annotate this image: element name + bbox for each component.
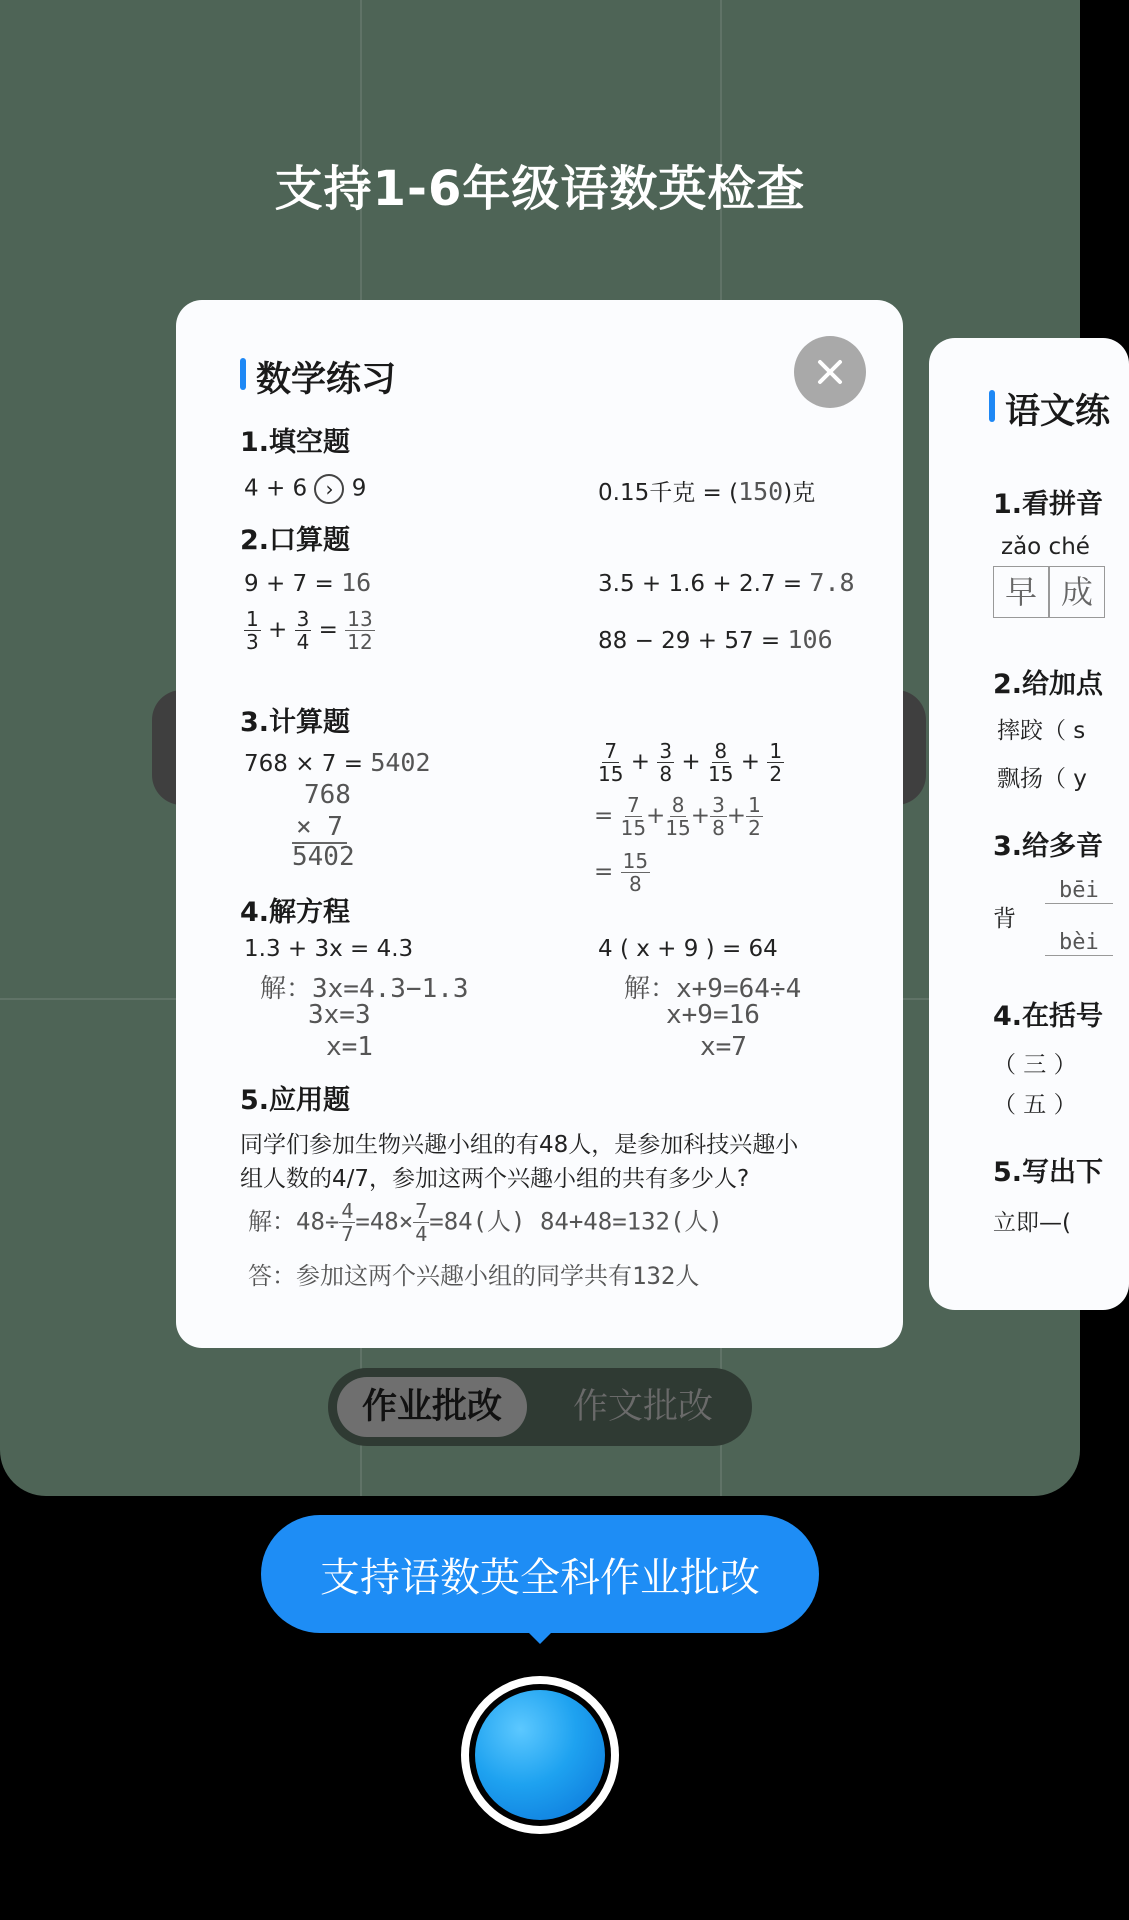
handwritten-work: 解：x+9=64÷4 bbox=[624, 974, 802, 1004]
problem-line: $\frac{7}{15}$ + $\frac{3}{8}$ + $\frac{8}{15}$ + $\frac{1}{2}$ bbox=[598, 739, 783, 786]
handwritten-answer: 16 bbox=[341, 568, 372, 597]
problem-line: 3.5 + 1.6 + 2.7 = 7.8 bbox=[598, 568, 855, 597]
handwritten-answer: 5402 bbox=[370, 748, 431, 777]
handwritten-work: 解：3x=4.3−1.3 bbox=[260, 974, 469, 1004]
problem-line: 组人数的4/7，参加这两个兴趣小组的共有多少人? bbox=[240, 1166, 750, 1192]
problem-line: 0.15千克 = (150)克 bbox=[598, 477, 816, 506]
section-heading: 1.看拼音 bbox=[993, 489, 1104, 520]
tooltip-bubble: 支持语数英全科作业批改 bbox=[261, 1515, 819, 1633]
problem-line: 768 × 7 = 5402 bbox=[244, 748, 431, 777]
section-heading: 2.口算题 bbox=[240, 525, 351, 556]
shutter-button[interactable] bbox=[461, 1676, 619, 1834]
section-heading: 4.解方程 bbox=[240, 897, 351, 928]
section-heading: 1.填空题 bbox=[240, 427, 351, 458]
pinyin-answer: bèi bbox=[1045, 930, 1113, 956]
writing-box: 早 bbox=[993, 566, 1049, 618]
handwritten-work: x+9=16 bbox=[666, 1000, 760, 1030]
writing-box: 成 bbox=[1049, 566, 1105, 618]
problem-line: 88 − 29 + 57 = 106 bbox=[598, 625, 833, 654]
shutter-inner bbox=[475, 1690, 605, 1820]
pinyin-line: zǎo ché bbox=[1001, 534, 1090, 560]
handwritten-work: 5402 bbox=[292, 842, 355, 872]
handwritten-work: x=7 bbox=[700, 1032, 747, 1062]
close-button[interactable] bbox=[794, 336, 866, 408]
handwritten-work: × 7 bbox=[292, 812, 347, 844]
problem-line: （ 三 ） bbox=[993, 1052, 1077, 1078]
handwritten-answer-sentence: 答：参加这两个兴趣小组的同学共有132人 bbox=[248, 1262, 700, 1290]
tab-essay-correction[interactable]: 作文批改 bbox=[572, 1387, 713, 1427]
handwritten-work: 解：48÷ $\frac{4}{7}$ =48× $\frac{7}{4}$ =84(人) 84+48=132(人) bbox=[248, 1199, 723, 1246]
handwritten-work: = $\frac{7}{15}$ + $\frac{8}{15}$ + $\frac{3}{8}$ + $\frac{1}{2}$ bbox=[594, 793, 761, 840]
chinese-sample-card[interactable] bbox=[929, 338, 1129, 1310]
math-sample-card[interactable] bbox=[176, 300, 903, 1348]
problem-line: 飘扬（ y bbox=[997, 766, 1087, 792]
problem-line: 同学们参加生物兴趣小组的有48人，是参加科技兴趣小 bbox=[240, 1132, 799, 1158]
problem-line: $\frac{1}{3}$ + $\frac{3}{4}$ = $\frac{13}{12}$ bbox=[246, 607, 373, 654]
headline: 支持1-6年级语数英检查 bbox=[274, 161, 806, 217]
problem-line: 4 + 6 › 9 bbox=[244, 474, 366, 504]
mode-switch bbox=[328, 1368, 752, 1446]
problem-line: 摔跤（ s bbox=[997, 718, 1086, 744]
comparison-circle: › bbox=[314, 474, 344, 504]
problem-line: 9 + 7 = 16 bbox=[244, 568, 372, 597]
pinyin-answer: bēi bbox=[1045, 878, 1113, 904]
section-heading: 3.计算题 bbox=[240, 707, 351, 738]
handwritten-work: 3x=3 bbox=[308, 1000, 371, 1030]
handwritten-work: = $\frac{15}{8}$ bbox=[594, 849, 649, 896]
problem-line: （ 五 ） bbox=[993, 1092, 1077, 1118]
tab-homework-correction[interactable]: 作业批改 bbox=[337, 1377, 527, 1437]
section-heading: 2.给加点 bbox=[993, 669, 1104, 700]
problem-line: 立即—( bbox=[993, 1210, 1071, 1236]
handwritten-work: 768 bbox=[304, 780, 351, 810]
card-title: 数学练习 bbox=[240, 352, 396, 402]
close-icon bbox=[815, 357, 845, 387]
handwritten-work: x=1 bbox=[326, 1032, 373, 1062]
section-heading: 5.应用题 bbox=[240, 1085, 351, 1116]
problem-line: 1.3 + 3x = 4.3 bbox=[244, 936, 414, 962]
section-heading: 3.给多音 bbox=[993, 831, 1104, 862]
tooltip-tail bbox=[524, 1628, 556, 1644]
handwritten-answer: 150 bbox=[738, 477, 784, 506]
handwritten-answer: 7.8 bbox=[809, 568, 855, 597]
polyphone-char: 背 bbox=[993, 906, 1016, 932]
section-heading: 4.在括号 bbox=[993, 1001, 1104, 1032]
problem-line: 4 ( x + 9 ) = 64 bbox=[598, 936, 778, 962]
card-title: 语文练 bbox=[989, 384, 1110, 434]
handwritten-answer: 106 bbox=[787, 625, 833, 654]
section-heading: 5.写出下 bbox=[993, 1157, 1104, 1188]
